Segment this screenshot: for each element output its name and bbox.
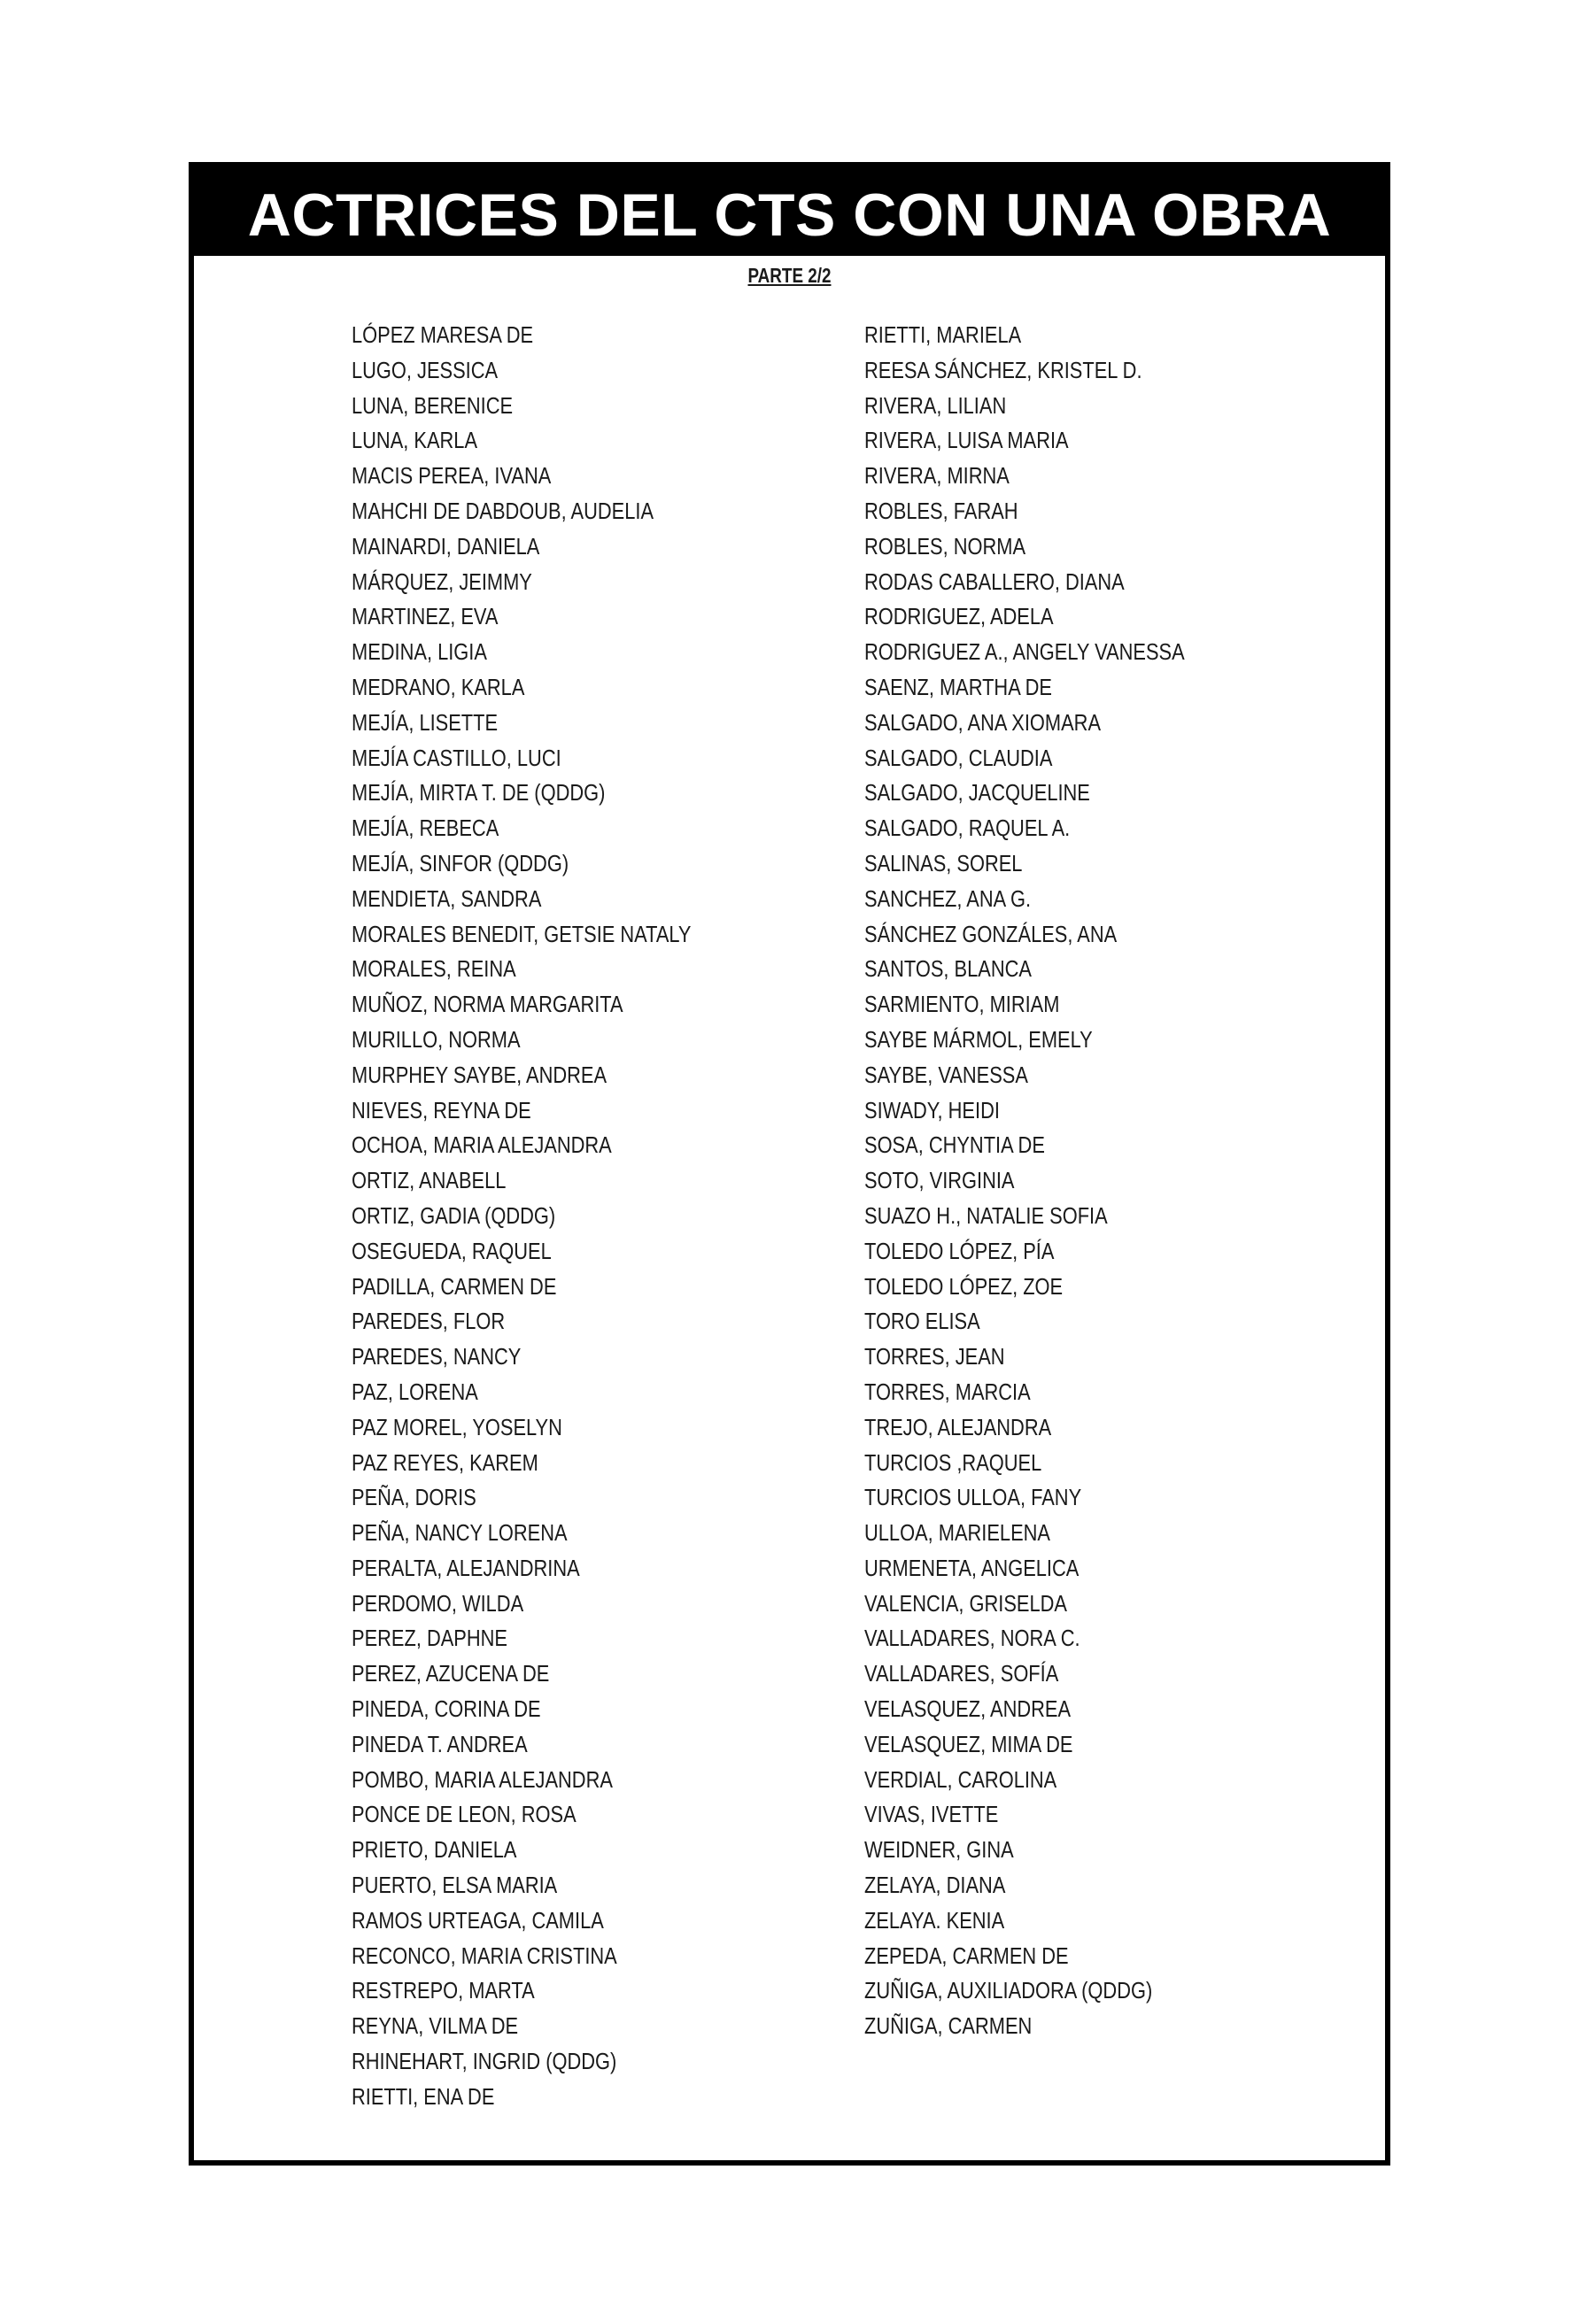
name-entry: RODRIGUEZ, ADELA [864,603,1054,630]
name-entry: SALGADO, JACQUELINE [864,779,1090,807]
name-entry: PEÑA, DORIS [352,1484,476,1511]
name-entry: LUNA, KARLA [352,427,478,454]
name-entry: REESA SÁNCHEZ, KRISTEL D. [864,356,1142,383]
name-entry: RIVERA, LUISA MARIA [864,427,1069,454]
name-entry: PAZ REYES, KAREM [352,1448,538,1476]
name-entry: POMBO, MARIA ALEJANDRA [352,1765,613,1793]
name-entry: PINEDA T. ANDREA [352,1730,528,1757]
name-entry: SALGADO, RAQUEL A. [864,815,1071,842]
name-entry: PAREDES, NANCY [352,1343,522,1370]
name-entry: ZELAYA. KENIA [864,1906,1005,1934]
name-entry: MENDIETA, SANDRA [352,884,542,912]
name-entry: VALLADARES, SOFÍA [864,1660,1059,1687]
name-entry: VALLADARES, NORA C. [864,1625,1080,1652]
name-entry: MEJÍA, REBECA [352,815,499,842]
name-entry: WEIDNER, GINA [864,1836,1014,1864]
name-entry: SARMIENTO, MIRIAM [864,991,1060,1018]
name-entry: SALGADO, CLAUDIA [864,744,1053,771]
name-entry: RODAS CABALLERO, DIANA [864,567,1125,595]
name-entry: ZELAYA, DIANA [864,1872,1006,1899]
name-entry: RAMOS URTEAGA, CAMILA [352,1906,604,1934]
name-entry: PEREZ, AZUCENA DE [352,1660,550,1687]
names-column-left [352,318,756,2115]
name-entry: TOLEDO LÓPEZ, ZOE [864,1272,1064,1300]
name-entry: LUNA, BERENICE [352,391,514,419]
name-entry: REYNA, VILMA DE [352,2012,519,2040]
name-entry: MURPHEY SAYBE, ANDREA [352,1061,608,1088]
page-subtitle: PARTE 2/2 [747,264,832,287]
name-entry: TREJO, ALEJANDRA [864,1413,1052,1440]
name-entry: SALINAS, SOREL [864,849,1023,876]
name-entry: RHINEHART, INGRID (QDDG) [352,2048,617,2075]
name-entry: RIETTI, MARIELA [864,321,1022,348]
name-entry: PRIETO, DANIELA [352,1836,517,1864]
name-entry: SOTO, VIRGINIA [864,1167,1015,1194]
name-entry: TOLEDO LÓPEZ, PÍA [864,1237,1055,1264]
name-entry: SÁNCHEZ GONZÁLES, ANA [864,920,1118,947]
name-entry: TURCIOS ULLOA, FANY [864,1484,1082,1511]
name-entry: MEDRANO, KARLA [352,673,525,700]
name-entry: MAINARDI, DANIELA [352,532,540,560]
name-entry: OCHOA, MARIA ALEJANDRA [352,1131,612,1159]
names-column-right [864,318,1246,2044]
name-entry: MACIS PEREA, IVANA [352,462,552,490]
name-entry: TORO ELISA [864,1308,980,1335]
name-entry: PADILLA, CARMEN DE [352,1272,557,1300]
name-entry: PERALTA, ALEJANDRINA [352,1554,580,1581]
page-title: ACTRICES DEL CTS CON UNA OBRA [247,181,1332,249]
name-entry: MEJÍA, MIRTA T. DE (QDDG) [352,779,606,807]
name-entry: ZEPEDA, CARMEN DE [864,1942,1069,1969]
name-entry: ORTIZ, GADIA (QDDG) [352,1201,556,1229]
name-entry: ZUÑIGA, CARMEN [864,2012,1033,2040]
name-entry: TORRES, JEAN [864,1343,1005,1370]
name-entry: VERDIAL, CAROLINA [864,1765,1057,1793]
name-entry: MAHCHI DE DABDOUB, AUDELIA [352,497,654,524]
name-entry: VIVAS, IVETTE [864,1801,999,1828]
name-entry: RESTREPO, MARTA [352,1977,535,2004]
name-entry: SANTOS, BLANCA [864,955,1032,983]
name-entry: MARTINEZ, EVA [352,603,499,630]
name-entry: SUAZO H., NATALIE SOFIA [864,1201,1108,1229]
name-entry: MEJÍA, LISETTE [352,708,499,736]
name-entry: VELASQUEZ, MIMA DE [864,1730,1073,1757]
name-entry: SAYBE, VANESSA [864,1061,1028,1088]
name-entry: ULLOA, MARIELENA [864,1519,1050,1547]
name-entry: PONCE DE LEON, ROSA [352,1801,577,1828]
name-entry: VALENCIA, GRISELDA [864,1589,1067,1617]
name-entry: MEDINA, LIGIA [352,638,487,666]
name-entry: RODRIGUEZ A., ANGELY VANESSA [864,638,1185,666]
name-entry: SIWADY, HEIDI [864,1096,1000,1123]
name-entry: PAZ MOREL, YOSELYN [352,1413,562,1440]
name-entry: SAENZ, MARTHA DE [864,673,1052,700]
name-entry: SANCHEZ, ANA G. [864,884,1032,912]
name-entry: URMENETA, ANGELICA [864,1554,1080,1581]
name-entry: MÁRQUEZ, JEIMMY [352,567,532,595]
name-entry: RECONCO, MARIA CRISTINA [352,1942,617,1969]
name-entry: MORALES, REINA [352,955,516,983]
name-entry: RIETTI, ENA DE [352,2082,495,2110]
name-entry: MORALES BENEDIT, GETSIE NATALY [352,920,692,947]
name-entry: LUGO, JESSICA [352,356,499,383]
name-entry: ROBLES, NORMA [864,532,1026,560]
name-entry: LÓPEZ MARESA DE [352,321,534,348]
name-entry: OSEGUEDA, RAQUEL [352,1237,552,1264]
name-entry: MEJÍA, SINFOR (QDDG) [352,849,569,876]
name-entry: RIVERA, LILIAN [864,391,1007,419]
name-entry: PUERTO, ELSA MARIA [352,1872,558,1899]
name-entry: VELASQUEZ, ANDREA [864,1695,1072,1723]
name-entry: ROBLES, FARAH [864,497,1018,524]
name-entry: TORRES, MARCIA [864,1378,1031,1405]
list-frame [189,162,1390,2166]
name-entry: ORTIZ, ANABELL [352,1167,507,1194]
name-entry: PAZ, LORENA [352,1378,478,1405]
name-entry: PERDOMO, WILDA [352,1589,524,1617]
name-entry: SAYBE MÁRMOL, EMELY [864,1025,1093,1053]
name-entry: MUÑOZ, NORMA MARGARITA [352,991,623,1018]
name-entry: SOSA, CHYNTIA DE [864,1131,1045,1159]
name-entry: PEREZ, DAPHNE [352,1625,507,1652]
title-bar [194,167,1385,256]
name-entry: SALGADO, ANA XIOMARA [864,708,1102,736]
name-entry: PINEDA, CORINA DE [352,1695,541,1723]
name-entry: MEJÍA CASTILLO, LUCI [352,744,561,771]
name-entry: TURCIOS ,RAQUEL [864,1448,1042,1476]
name-entry: PAREDES, FLOR [352,1308,506,1335]
name-entry: ZUÑIGA, AUXILIADORA (QDDG) [864,1977,1153,2004]
name-entry: PEÑA, NANCY LORENA [352,1519,568,1547]
name-entry: RIVERA, MIRNA [864,462,1010,490]
name-entry: MURILLO, NORMA [352,1025,521,1053]
name-entry: NIEVES, REYNA DE [352,1096,531,1123]
